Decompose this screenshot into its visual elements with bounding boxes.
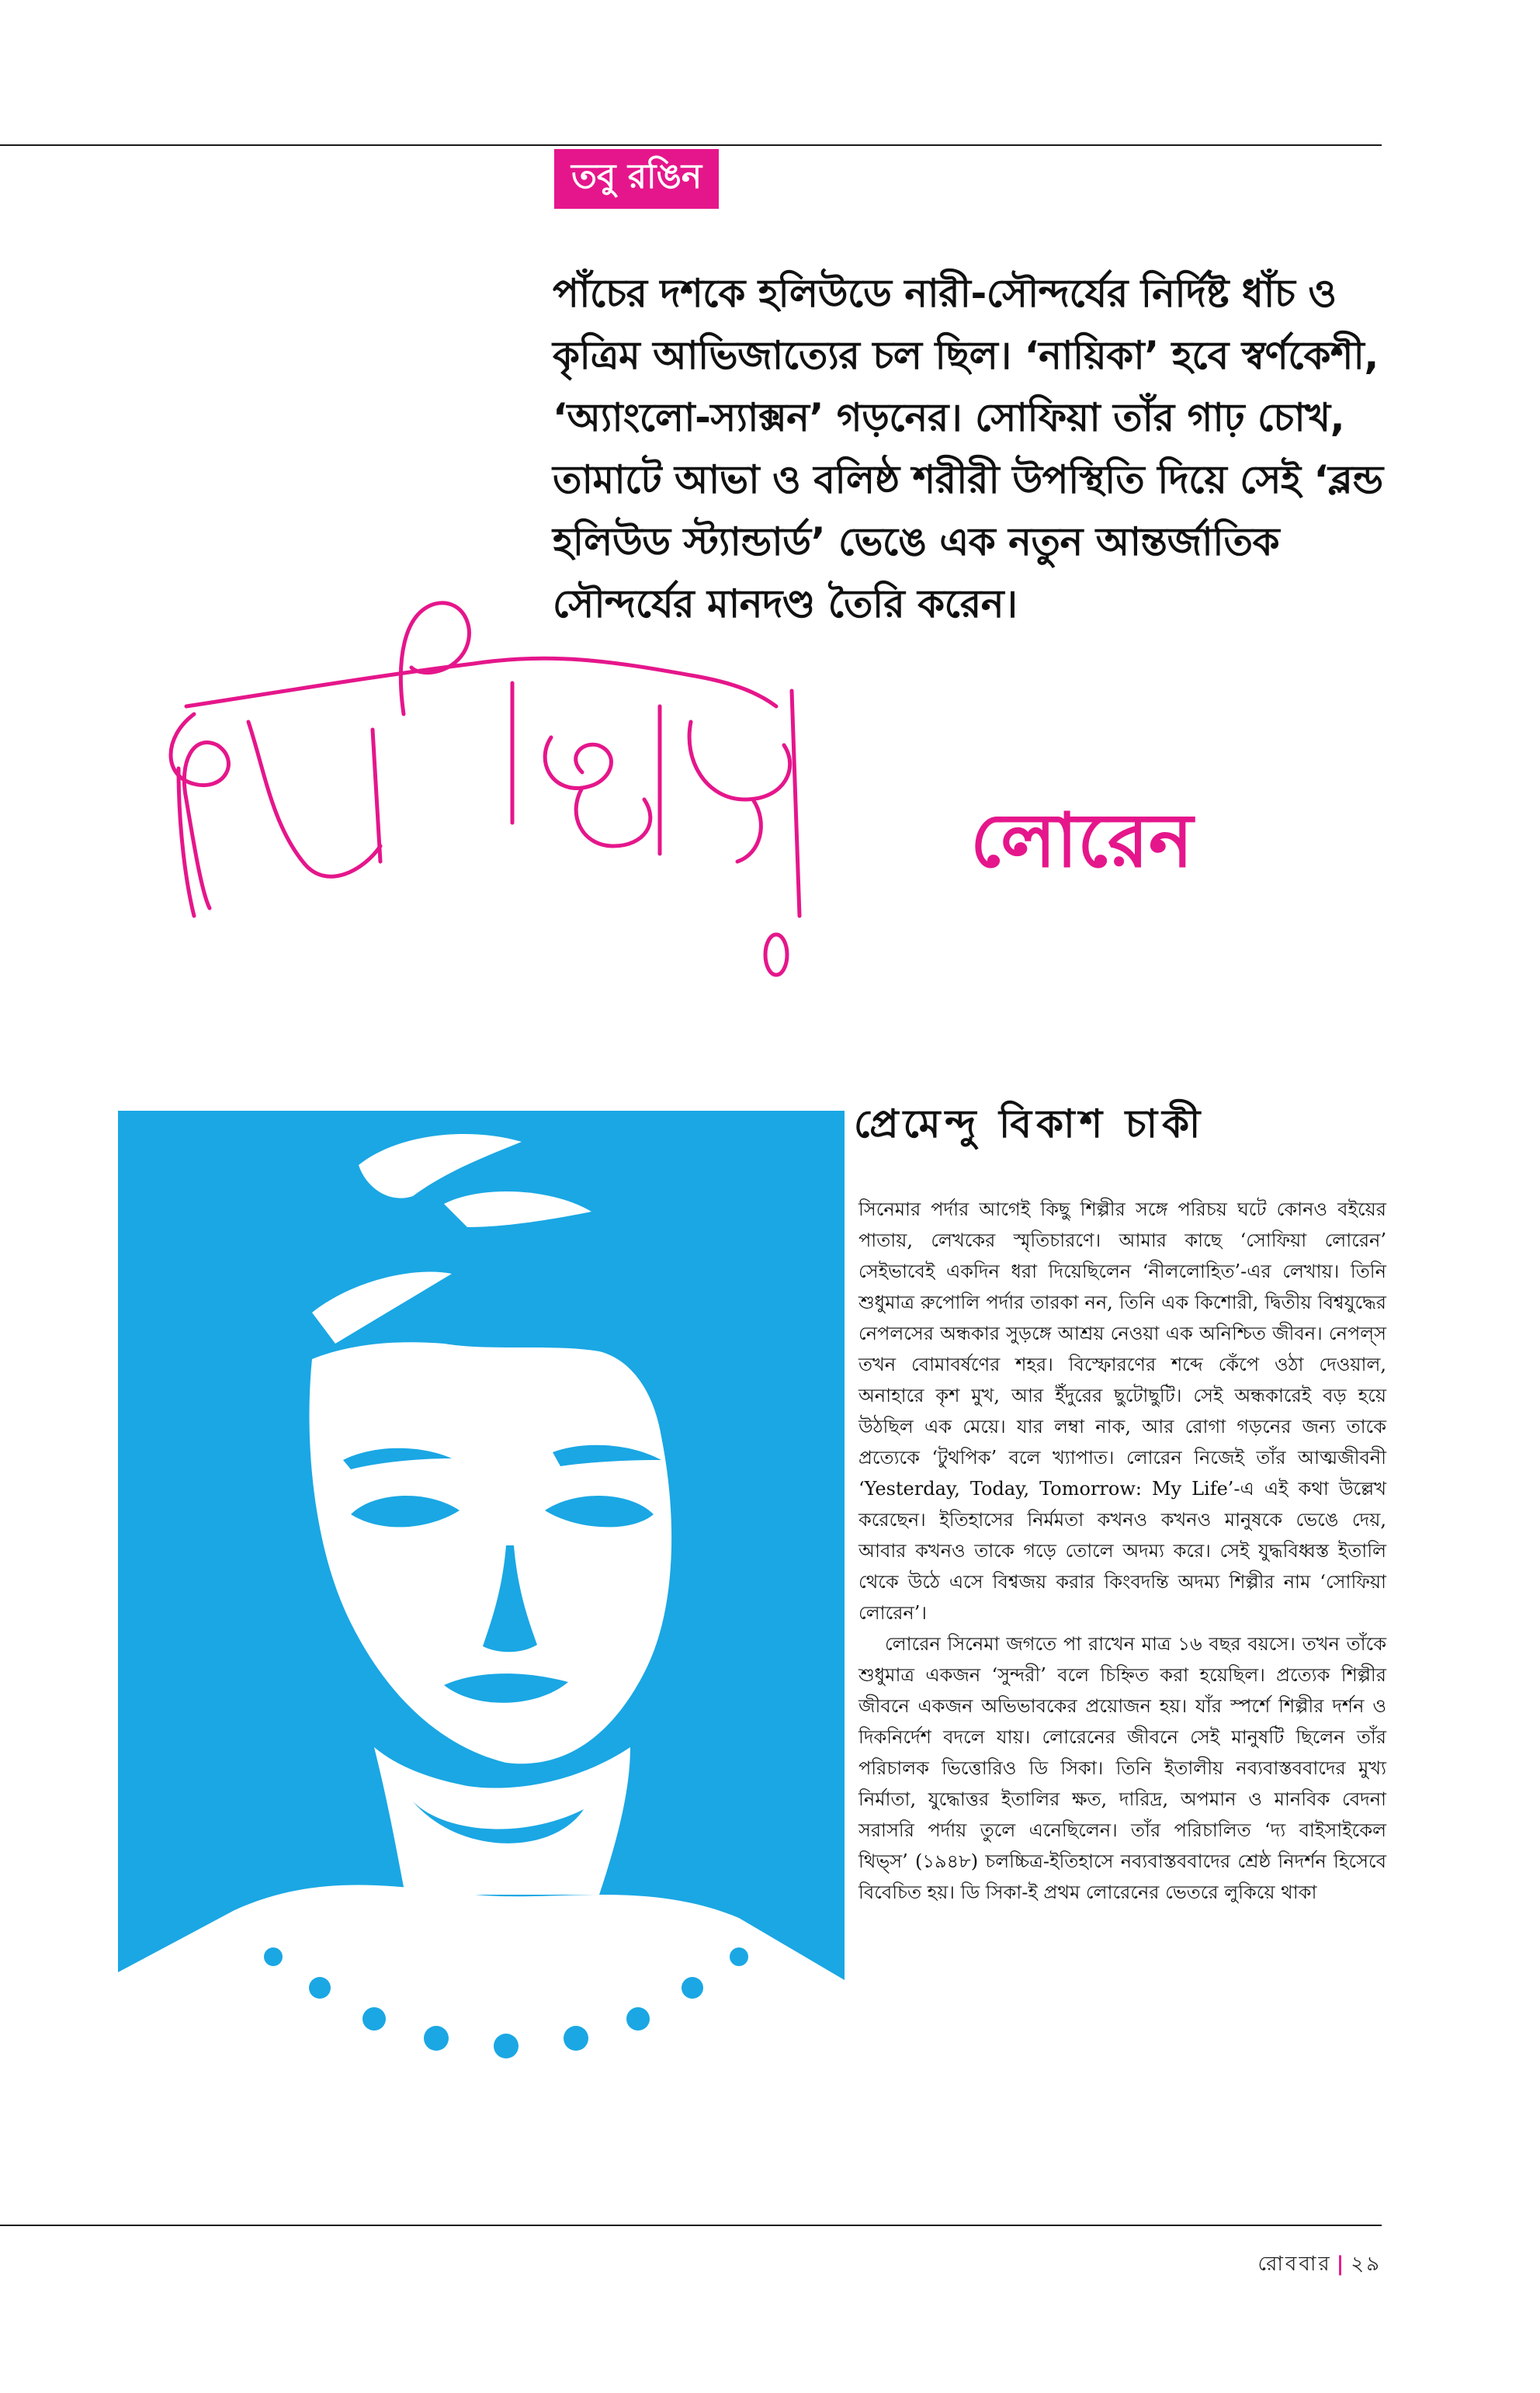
folio-separator: | bbox=[1336, 2253, 1347, 2276]
bottom-rule bbox=[0, 2225, 1382, 2226]
title-surname: লোরেন bbox=[970, 797, 1194, 884]
top-rule bbox=[0, 144, 1382, 146]
magazine-name: রোববার bbox=[1257, 2253, 1332, 2276]
article-paragraph: সিনেমার পর্দার আগেই কিছু শিল্পীর সঙ্গে পরিচয় ঘটে কোনও বইয়ের পাতায়, লেখকের স্মৃতিচারণে। আমার কাছে ‘সোফিয়া লোরেন’ সেইভাবেই একদিন ধরা দিয়েছিলেন ‘নীললোহিত’-এর লেখায়। তিনি শুধুমাত্র রুপোলি পর্দার তারকা নন, তিনি এক কিশোরী, দ্বিতীয় বিশ্বযুদ্ধের নেপলসের অন্ধকার সুড়ঙ্গে আশ্রয় নেওয়া এক অনিশ্চিত জীবন। নেপল্‌স তখন বোমাবর্ষণের শহর। বিস্ফোরণের শব্দে কেঁপে ওঠা দেওয়াল, অনাহারে কৃশ মুখ, আর ইঁদুরের ছুটোছুটি। সেই অন্ধকারেই বড় হয়ে উঠছিল এক মেয়ে। যার লম্বা নাক, আর রোগা গড়নের জন্য তাকে প্রত্যেকে ‘টুথপিক’ বলে খ্যাপাত। লোরেন নিজেই তাঁর আত্মজীবনী ‘Yesterday, Today, Tomorrow: My Life’-এ এই কথা উল্লেখ করেছেন। ইতিহাসের নির্মমতা কখনও কখনও মানুষকে ভেঙে দেয়, আবার কখনও তাকে গড়ে তোলে অদম্য করে। সেই যুদ্ধবিধ্বস্ত ইতালি থেকে উঠে এসে বিশ্বজয় করার কিংবদন্তি অদম্য শিল্পীর নাম ‘সোফিয়া লোরেন’। bbox=[858, 1198, 1386, 1624]
page-folio bbox=[1258, 2248, 1382, 2282]
article-body bbox=[858, 1194, 1386, 1908]
article-paragraph: লোরেন সিনেমা জগতে পা রাখেন মাত্র ১৬ বছর বয়সে। তখন তাঁকে শুধুমাত্র একজন ‘সুন্দরী’ বলে চিহ্নিত করা হয়েছিল। প্রত্যেক শিল্পীর জীবনে একজন অভিভাবকের প্রয়োজন হয়। যাঁর স্পর্শে শিল্পীর দর্শন ও দিকনির্দেশ বদলে যায়। লোরেনের জীবনে সেই মানুষটি ছিলেন তাঁর পরিচালক ভিত্তোরিও ডি সিকা। তিনি ইতালীয় নব্যবাস্তববাদের মুখ্য নির্মাতা, যুদ্ধোত্তর ইতালির ক্ষত, দারিদ্র, অপমান ও মানবিক বেদনা সরাসরি পর্দায় তুলে এনেছিলেন। তাঁর পরিচালিত ‘দ্য বাইসাইকেল থিভ্‌স’ (১৯৪৮) চলচ্চিত্র-ইতিহাসে নব্যবাস্তববাদের শ্রেষ্ঠ নিদর্শন হিসেবে বিবেচিত হয়। ডি সিকা-ই প্রথম লোরেনের ভেতরে লুকিয়ে থাকা bbox=[858, 1633, 1386, 1903]
section-tag: তবু রঙিন bbox=[554, 149, 719, 209]
standfirst: পাঁচের দশকে হলিউডে নারী-সৌন্দর্যের নির্দিষ্ট ধাঁচ ও কৃত্রিম আভিজাত্যের চল ছিল। ‘নায়িকা’ হবে স্বর্ণকেশী, ‘অ্যাংলো-স্যাক্সন’ গড়নের। সোফিয়া তাঁর গাঢ় চোখ, তামাটে আভা ও বলিষ্ঠ শরীরী উপস্থিতি দিয়ে সেই ‘ব্লন্ড হলিউড স্ট্যান্ডার্ড’ ভেঙে এক নতুন আন্তর্জাতিক সৌন্দর্যের মানদণ্ড তৈরি করেন। bbox=[553, 271, 1383, 626]
portrait-illustration bbox=[118, 1111, 845, 2165]
author-byline: প্রেমেন্দু বিকাশ চাকী bbox=[854, 1101, 1205, 1146]
handwritten-title-sofia bbox=[147, 590, 970, 1071]
page-number: ২৯ bbox=[1351, 2253, 1382, 2276]
